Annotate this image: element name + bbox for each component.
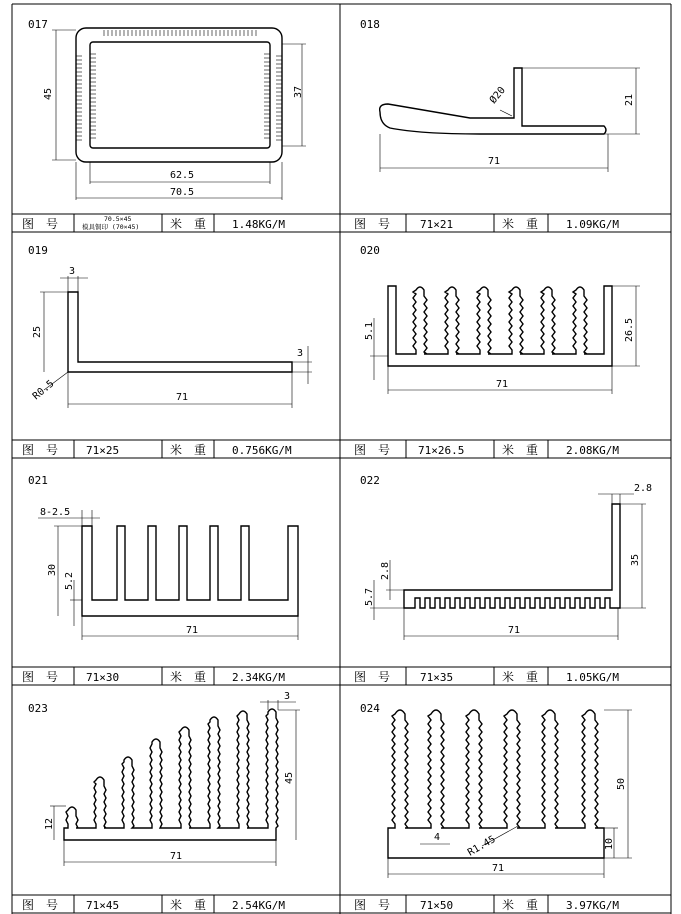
model-value: 71×35: [420, 671, 454, 684]
dim-inner-37: 37: [293, 85, 304, 98]
weight-value: 2.54KG/M: [232, 899, 285, 912]
model-value: 71×30: [86, 671, 120, 684]
dim-gap-4: 4: [434, 832, 441, 843]
model-value: 71×45: [86, 899, 120, 912]
weight-label: 米 重: [502, 217, 539, 231]
dim-base-5-1: 5.1: [364, 321, 375, 340]
profile-020-drawing: [364, 286, 640, 394]
dim-height-50: 50: [616, 777, 627, 790]
dim-height-45: 45: [284, 771, 295, 784]
model-value: 71×50: [420, 899, 454, 912]
panel-id-022: 022: [360, 474, 380, 487]
profile-021-drawing: [38, 507, 298, 640]
footer-018: [354, 216, 619, 231]
figure-no-label: 图 号: [22, 443, 59, 457]
dim-radius: R1.45: [466, 834, 498, 859]
panel-id-021: 021: [28, 474, 48, 487]
dim-height-35: 35: [630, 553, 641, 566]
figure-no-label: 图 号: [22, 217, 59, 231]
footer-024: [354, 897, 619, 912]
model-line2: 模具铜印 (70×45): [82, 223, 140, 231]
panel-id-024: 024: [360, 702, 380, 715]
weight-value: 1.05KG/M: [566, 671, 619, 684]
figure-no-label: 图 号: [354, 217, 391, 231]
dim-length-71: 71: [508, 625, 521, 636]
footer-dividers: [74, 214, 548, 913]
model-value: 71×21: [420, 218, 454, 231]
weight-label: 米 重: [170, 898, 207, 912]
dim-height-45: 45: [43, 87, 54, 100]
profile-018-drawing: [380, 68, 640, 172]
weight-label: 米 重: [502, 443, 539, 457]
dim-base-10: 10: [604, 837, 615, 850]
dim-base-5-7: 5.7: [364, 587, 375, 606]
dim-inner-62-5: 62.5: [170, 170, 195, 181]
dim-height-21: 21: [624, 93, 635, 106]
panel-id-017: 017: [28, 18, 48, 31]
dim-lip-2-8: 2.8: [380, 561, 391, 580]
weight-value: 3.97KG/M: [566, 899, 619, 912]
figure-no-label: 图 号: [354, 443, 391, 457]
dim-height-26-5: 26.5: [624, 317, 635, 342]
panel-id-018: 018: [360, 18, 380, 31]
panel-id-023: 023: [28, 702, 48, 715]
weight-label: 米 重: [170, 443, 207, 457]
dim-fin-3: 3: [284, 691, 291, 702]
profile-022-drawing: [364, 483, 652, 640]
dim-lip-12: 12: [44, 817, 55, 830]
dim-outer-70-5: 70.5: [170, 187, 195, 198]
profile-024-drawing: [388, 710, 632, 878]
footer-017: [22, 215, 285, 231]
dim-height-30: 30: [47, 563, 58, 576]
weight-value: 2.08KG/M: [566, 444, 619, 457]
figure-no-label: 图 号: [22, 898, 59, 912]
panel-frames: [12, 4, 671, 914]
dim-length-71: 71: [170, 851, 183, 862]
footer-019: [22, 442, 292, 457]
dim-length-71: 71: [496, 379, 509, 390]
footer-021: [22, 669, 285, 684]
dim-wall-3: 3: [69, 266, 76, 277]
dim-length-71: 71: [492, 863, 505, 874]
dim-radius: R0.5: [30, 378, 57, 403]
dim-fins: 8-2.5: [40, 507, 71, 518]
dim-wall-2-8: 2.8: [634, 483, 653, 494]
figure-no-label: 图 号: [354, 898, 391, 912]
weight-label: 米 重: [502, 898, 539, 912]
dim-length-71: 71: [176, 392, 189, 403]
dim-fillet: Ø20: [487, 85, 508, 106]
weight-label: 米 重: [170, 670, 207, 684]
footer-022: [354, 669, 619, 684]
dim-height-25: 25: [32, 325, 43, 338]
weight-label: 米 重: [502, 670, 539, 684]
figure-no-label: 图 号: [22, 670, 59, 684]
model-line1: 70.5×45: [104, 215, 132, 223]
profile-023-drawing: [44, 691, 300, 866]
figure-no-label: 图 号: [354, 670, 391, 684]
model-value: 71×26.5: [418, 444, 465, 457]
weight-value: 1.09KG/M: [566, 218, 619, 231]
dim-length-71: 71: [488, 156, 501, 167]
panel-id-019: 019: [28, 244, 48, 257]
weight-label: 米 重: [170, 217, 207, 231]
dim-base-5-2: 5.2: [64, 571, 75, 590]
footer-023: [22, 897, 285, 912]
weight-value: 0.756KG/M: [232, 444, 292, 457]
panel-id-020: 020: [360, 244, 380, 257]
footer-020: [354, 442, 619, 457]
dim-length-71: 71: [186, 625, 199, 636]
weight-value: 2.34KG/M: [232, 671, 285, 684]
model-value: 71×25: [86, 444, 120, 457]
profile-017-drawing: [43, 28, 306, 200]
weight-value: 1.48KG/M: [232, 218, 285, 231]
dim-base-3: 3: [297, 348, 304, 359]
profile-019-drawing: [31, 266, 312, 408]
